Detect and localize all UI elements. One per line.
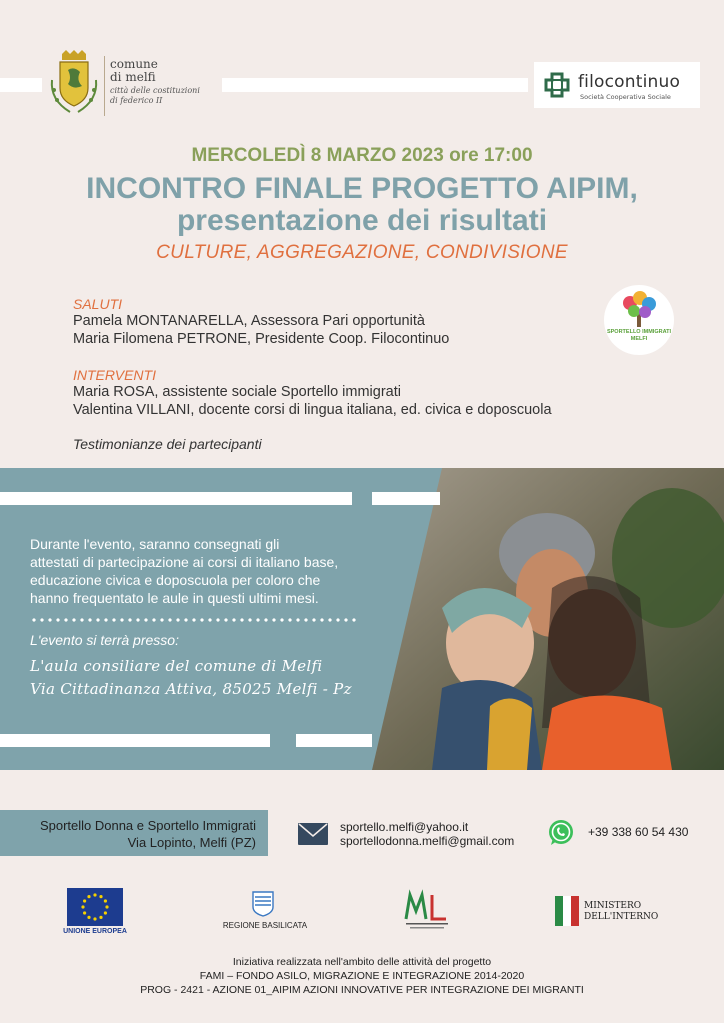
email-list <box>340 820 514 848</box>
sportello-immigrati-logo <box>604 285 674 355</box>
ministero-lavoro-logo-icon <box>402 889 456 933</box>
footer-line2: FAMI – FONDO ASILO, MIGRAZIONE E INTEGRAZIONE 2014-2020 <box>199 970 525 982</box>
phone-number[interactable]: +39 338 60 54 430 <box>588 825 689 839</box>
group-photo-image <box>372 468 724 770</box>
comune-motto <box>110 86 220 106</box>
event-description <box>30 535 410 607</box>
regione-basilicata-shield-icon <box>252 891 274 917</box>
comune-crest-icon <box>48 50 100 116</box>
band-bar-bottom-left <box>0 734 270 747</box>
italian-flag-icon <box>555 896 579 926</box>
comune-name-line1: comune <box>110 57 158 71</box>
office-street: Via Lopinto, Melfi (PZ) <box>127 835 256 850</box>
envelope-icon <box>298 823 328 845</box>
tree-icon <box>604 285 674 355</box>
filocontinuo-logo <box>534 62 700 108</box>
event-title-line1: INCONTRO FINALE PROGETTO AIPIM, <box>86 172 638 205</box>
filocontinuo-knot-icon <box>540 68 574 102</box>
eu-label: UNIONE EUROPEA <box>63 928 127 935</box>
comune-name-line2: di melfi <box>110 70 156 84</box>
saluti-heading: SALUTI <box>73 296 123 312</box>
testimonianze-text: Testimonianze dei partecipanti <box>73 436 262 452</box>
description-line-1: Durante l'evento, saranno consegnati gli <box>30 536 280 552</box>
event-title-line2: presentazione dei risultati <box>176 204 548 237</box>
description-line-3: educazione civica e doposcuola per coloro che <box>30 572 321 588</box>
footer-line1: Iniziativa realizzata nell'ambito delle attività del progetto <box>232 956 492 968</box>
band-bar-top-right <box>372 492 440 505</box>
office-address-band <box>0 810 268 856</box>
sportello-logo-text <box>604 329 674 343</box>
whatsapp-icon <box>547 819 575 847</box>
filocontinuo-subtitle: Società Cooperativa Sociale <box>580 93 671 101</box>
event-subtitle: CULTURE, AGGREGAZIONE, CONDIVISIONE <box>156 242 568 263</box>
eu-flag-icon <box>67 888 123 926</box>
location-intro: L'evento si terrà presso: <box>30 632 179 648</box>
email-yahoo-link[interactable]: sportello.melfi@yahoo.it <box>340 820 469 834</box>
ministero-interno-line1: MINISTERO <box>584 901 642 911</box>
interventi-speaker-2: Valentina VILLANI, docente corsi di lingua italiana, ed. civica e doposcuola <box>73 402 552 418</box>
location-line1: L'aula consiliare del comune di Melfi <box>30 657 323 675</box>
band-bar-bottom-right <box>296 734 372 747</box>
office-address <box>40 817 256 851</box>
dotted-divider <box>30 618 360 622</box>
email-gmail-link[interactable]: sportellodonna.melfi@gmail.com <box>340 834 515 848</box>
location-line2: Via Cittadinanza Attiva, 85025 Melfi - Pz <box>30 680 352 698</box>
band-bar-top-left <box>0 492 352 505</box>
interventi-speaker-1: Maria ROSA, assistente sociale Sportello immigrati <box>73 384 401 400</box>
header-bar-middle <box>222 78 528 92</box>
header-bar-left <box>0 78 42 92</box>
footer-line3: PROG - 2421 - AZIONE 01_AIPIM AZIONI INNOVATIVE PER INTEGRAZIONE DEI MIGRANTI <box>140 984 584 996</box>
filocontinuo-title: filocontinuo <box>578 72 681 92</box>
saluti-speaker-2: Maria Filomena PETRONE, Presidente Coop. Filocontinuo <box>73 331 450 347</box>
ministero-interno-line2: DELL'INTERNO <box>584 912 659 922</box>
office-name: Sportello Donna e Sportello Immigrati <box>39 818 256 833</box>
comune-motto-line2: di federico II <box>110 96 163 105</box>
sportello-logo-line1: SPORTELLO IMMIGRATI <box>606 329 672 335</box>
ministero-interno-label <box>584 901 658 923</box>
comune-separator <box>104 56 105 116</box>
regione-basilicata-label: REGIONE BASILICATA <box>222 921 308 930</box>
description-line-4: hanno frequentato le aule in questi ultimi mesi. <box>30 590 319 606</box>
event-date: MERCOLEDÌ 8 MARZO 2023 ore 17:00 <box>191 145 533 166</box>
interventi-heading: INTERVENTI <box>73 367 156 383</box>
comune-name <box>110 58 158 84</box>
eu-stars-icon <box>67 888 123 926</box>
sportello-logo-line2: MELFI <box>630 336 648 342</box>
comune-motto-line1: città delle costituzioni <box>110 86 200 95</box>
saluti-speaker-1: Pamela MONTANARELLA, Assessora Pari opportunità <box>73 313 425 329</box>
description-line-2: attestati di partecipazione ai corsi di italiano base, <box>30 554 339 570</box>
